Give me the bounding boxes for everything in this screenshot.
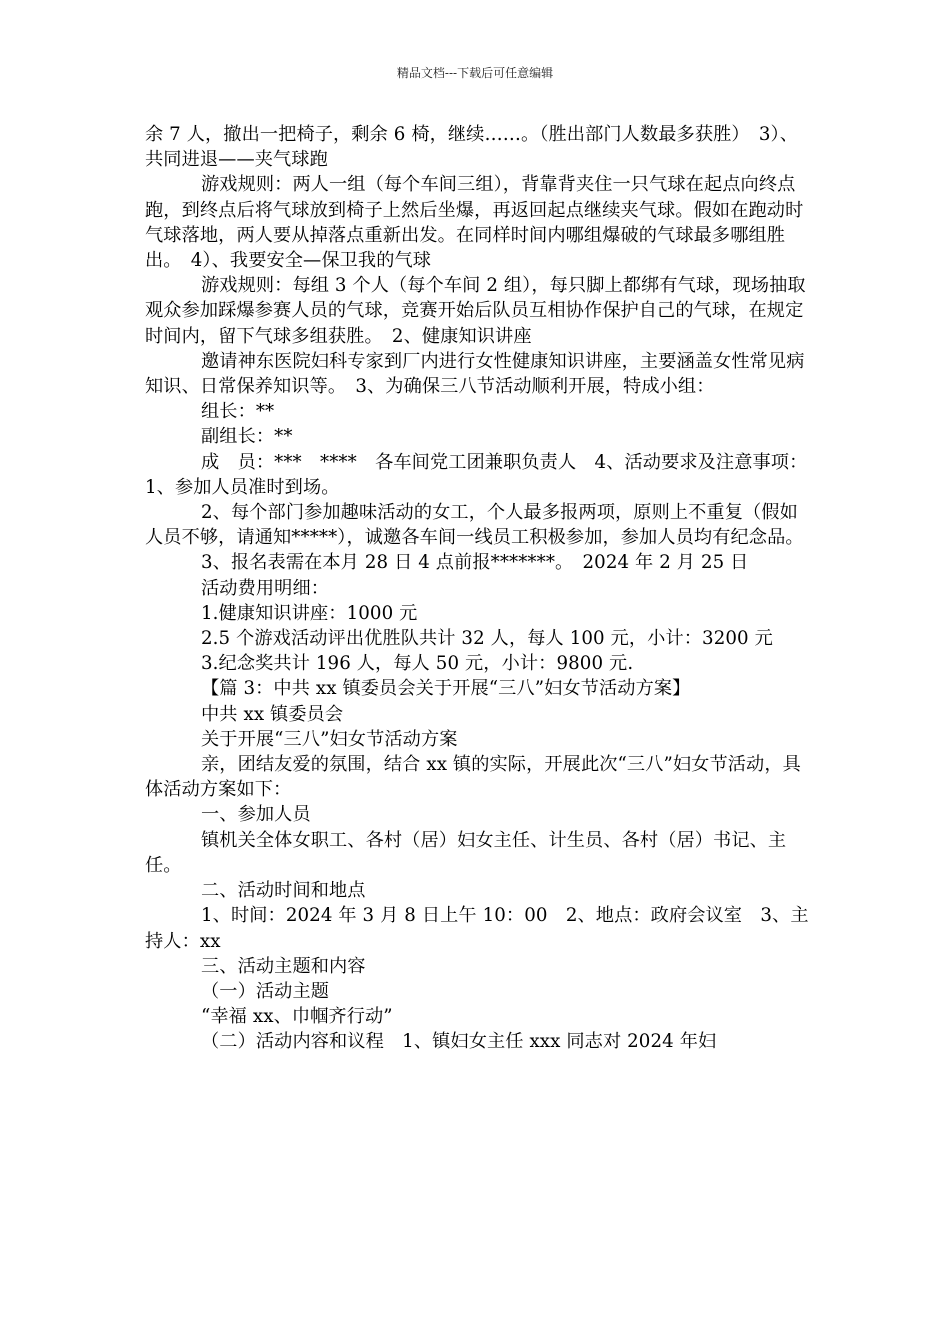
paragraph: 3.纪念奖共计 196 人，每人 50 元，小计：9800 元. [201,653,634,675]
document-body [145,122,817,1055]
paragraph: 游戏规则：两人一组（每个车间三组），背靠背夹住一只气球在起点向终点跑，到终点后将气球放到椅子上然后坐爆，再返回起点继续夹气球。假如在跑动时气球落地，两人要从掉落点重新出发。在同样时间内哪组爆破的气球最多哪组胜出。 4）、我要安全—保卫我的气球 [145,174,804,272]
paragraph: 一、参加人员 [201,804,311,826]
paragraph: 组长：** [201,401,275,423]
paragraph: 邀请神东医院妇科专家到厂内进行女性健康知识讲座，主要涵盖女性常见病知识、日常保养知识等。 3、为确保三八节活动顺利开展，特成小组： [145,350,805,398]
paragraph: 亲，团结友爱的氛围，结合 xx 镇的实际，开展此次“三八”妇女节活动，具体活动方案如下： [145,754,801,801]
paragraph: 游戏规则：每组 3 个人（每个车间 2 组），每只脚上都绑有气球，现场抽取观众参加踩爆参赛人员的气球，竞赛开始后队员互相协作保护自己的气球，在规定时间内，留下气球多组获胜。 2、健康知识讲座 [145,275,806,347]
page-header: 精品文档---下载后可任意编辑 [396,66,554,80]
paragraph: 三、活动主题和内容 [201,955,366,977]
paragraph: “幸福 xx、巾帼齐行动” [201,1006,393,1028]
paragraph: （二）活动内容和议程 1、镇妇女主任 xxx 同志对 2024 年妇 [201,1031,717,1053]
paragraph: 副组长：** [201,426,293,448]
paragraph: 1.健康知识讲座：1000 元 [201,602,418,624]
paragraph: 关于开展“三八”妇女节活动方案 [201,728,458,750]
paragraph: 中共 xx 镇委员会 [201,703,344,725]
paragraph: 镇机关全体女职工、各村（居）妇女主任、计生员、各村（居）书记、主任。 [145,829,787,876]
paragraph: 二、活动时间和地点 [201,880,366,902]
paragraph: 成 员：*** **** 各车间党工团兼职负责人 4、活动要求及注意事项： 1、参加人员准时到场。 [145,451,817,498]
paragraph: 余 7 人，撤出一把椅子，剩余 6 椅，继续……。（胜出部门人数最多获胜） 3）、共同进退——夹气球跑 [145,124,799,171]
paragraph: 2、每个部门参加趣味活动的女工，个人最多报两项，原则上不重复（假如人员不够，请通知*****），诚邀各车间一线员工积极参加，参加人员均有纪念品。 [145,502,804,549]
paragraph: 2.5 个游戏活动评出优胜队共计 32 人，每人 100 元，小计：3200 元 [201,628,773,650]
paragraph: 1、时间：2024 年 3 月 8 日上午 10：00 2、地点：政府会议室 3、主持人：xx [145,905,809,952]
paragraph: 3、报名表需在本月 28 日 4 点前报*******。 2024 年 2 月 25 日 [201,552,749,574]
paragraph: （一）活动主题 [201,980,330,1002]
section-heading: 【篇 3：中共 xx 镇委员会关于开展“三八”妇女节活动方案】 [201,678,691,700]
paragraph: 活动费用明细： [201,577,330,599]
